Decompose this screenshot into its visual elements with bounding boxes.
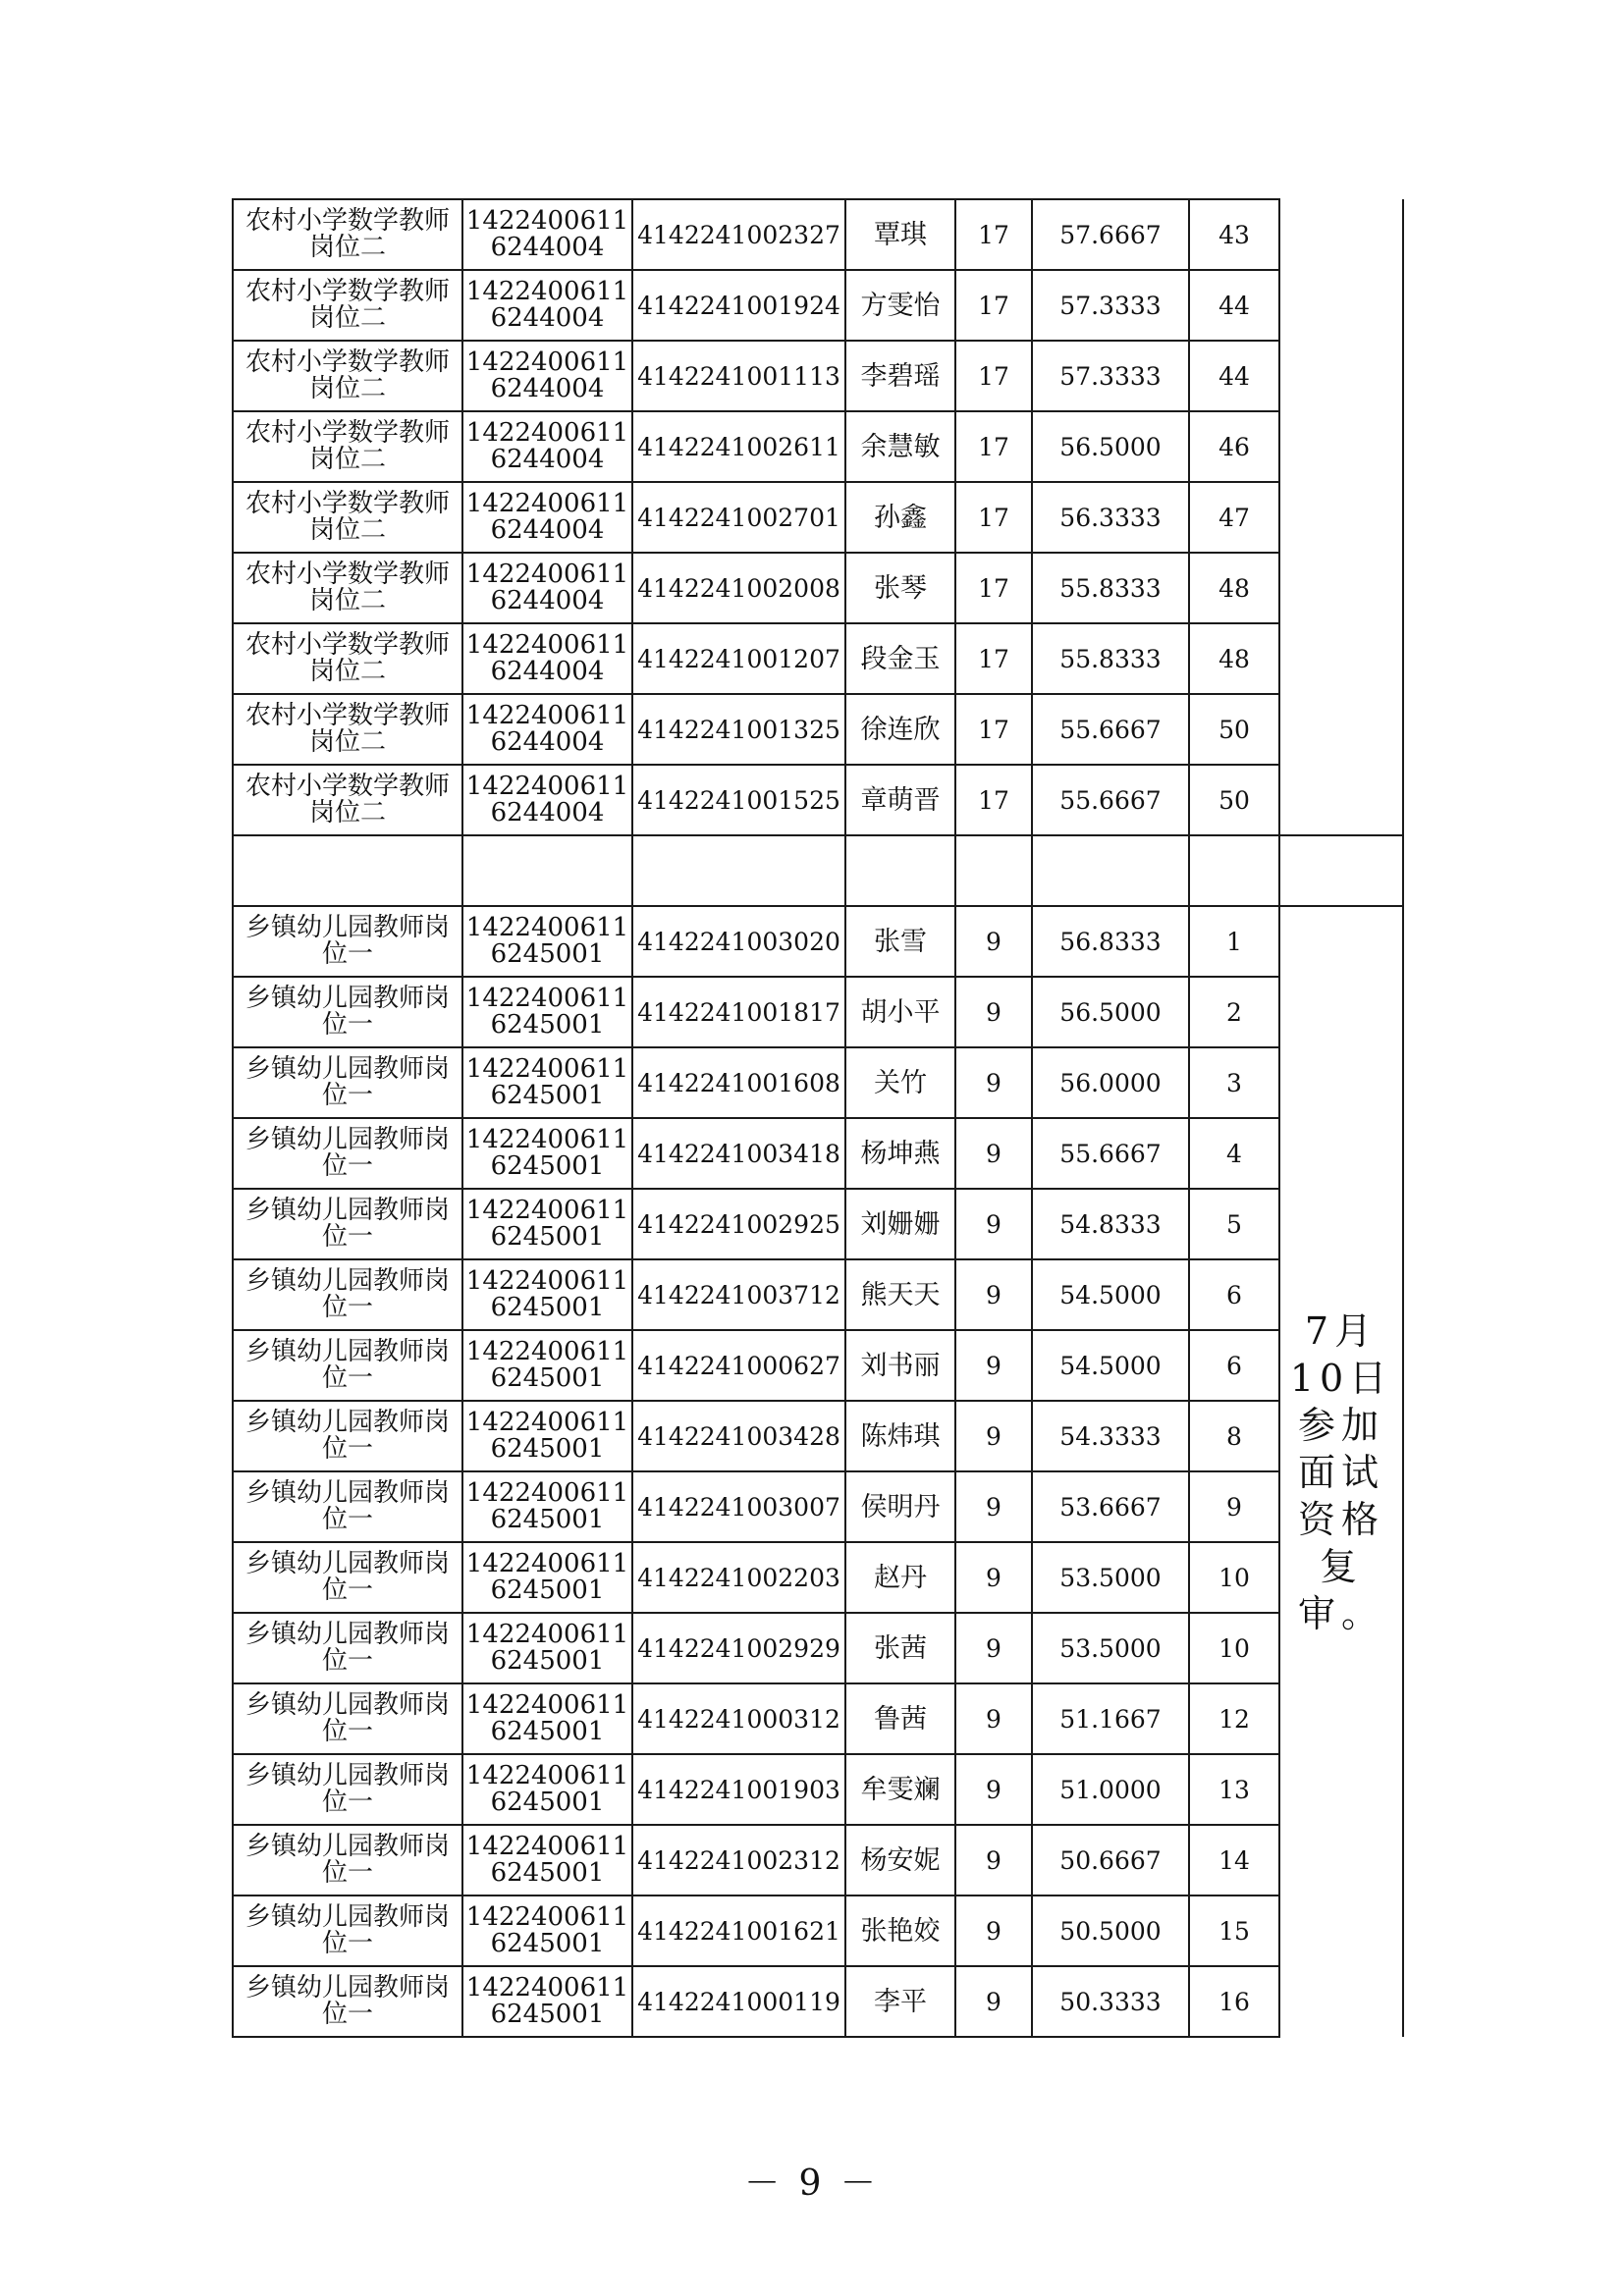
position-cell: 乡镇幼儿园教师岗位一	[233, 1118, 462, 1189]
score-cell: 56.5000	[1032, 977, 1189, 1047]
table-row	[233, 906, 1403, 977]
rank-cell: 43	[1189, 199, 1279, 270]
position-code-cell: 14224006116245001	[462, 1825, 632, 1896]
position-cell: 乡镇幼儿园教师岗位一	[233, 977, 462, 1047]
quota-cell: 17	[955, 694, 1032, 765]
candidate-name-cell: 陈炜琪	[845, 1401, 955, 1471]
rank-cell: 44	[1189, 270, 1279, 341]
rank-cell: 50	[1189, 694, 1279, 765]
quota-cell: 9	[955, 1471, 1032, 1542]
quota-cell: 9	[955, 1401, 1032, 1471]
table-row	[233, 1825, 1403, 1896]
quota-cell: 9	[955, 1047, 1032, 1118]
position-code-cell: 14224006116245001	[462, 1754, 632, 1825]
position-code-cell: 14224006116245001	[462, 1047, 632, 1118]
position-code-cell: 14224006116245001	[462, 1966, 632, 2037]
candidate-name-cell: 刘书丽	[845, 1330, 955, 1401]
table-row	[233, 765, 1403, 835]
candidate-name-cell: 张琴	[845, 553, 955, 623]
score-cell: 50.5000	[1032, 1896, 1189, 1966]
candidate-name-cell: 鲁茜	[845, 1683, 955, 1754]
score-cell: 56.0000	[1032, 1047, 1189, 1118]
remark-cell: 7月10日参加面试资格复审。	[1279, 906, 1403, 2037]
position-code-cell: 14224006116245001	[462, 1471, 632, 1542]
table-row	[233, 482, 1403, 553]
exam-number-cell: 4142241000627	[632, 1330, 845, 1401]
candidate-name-cell: 胡小平	[845, 977, 955, 1047]
quota-cell: 17	[955, 623, 1032, 694]
position-cell: 农村小学数学教师岗位二	[233, 482, 462, 553]
candidate-name-cell: 侯明丹	[845, 1471, 955, 1542]
position-code-cell: 14224006116245001	[462, 1542, 632, 1613]
rank-cell: 2	[1189, 977, 1279, 1047]
exam-number-cell: 4142241003020	[632, 906, 845, 977]
table-row	[233, 694, 1403, 765]
score-cell: 53.5000	[1032, 1542, 1189, 1613]
position-cell: 农村小学数学教师岗位二	[233, 341, 462, 411]
score-cell: 51.1667	[1032, 1683, 1189, 1754]
empty-cell	[955, 835, 1032, 906]
exam-number-cell: 4142241001903	[632, 1754, 845, 1825]
position-cell: 乡镇幼儿园教师岗位一	[233, 1330, 462, 1401]
spacer-row	[233, 835, 1403, 906]
candidate-name-cell: 刘姗姗	[845, 1189, 955, 1259]
score-cell: 56.5000	[1032, 411, 1189, 482]
rank-cell: 6	[1189, 1259, 1279, 1330]
exam-number-cell: 4142241002312	[632, 1825, 845, 1896]
exam-number-cell: 4142241003712	[632, 1259, 845, 1330]
exam-number-cell: 4142241003418	[632, 1118, 845, 1189]
table-row	[233, 1542, 1403, 1613]
position-cell: 乡镇幼儿园教师岗位一	[233, 1471, 462, 1542]
empty-cell	[845, 835, 955, 906]
position-cell: 农村小学数学教师岗位二	[233, 765, 462, 835]
rank-cell: 15	[1189, 1896, 1279, 1966]
score-cell: 50.6667	[1032, 1825, 1189, 1896]
position-code-cell: 14224006116245001	[462, 1259, 632, 1330]
table-row	[233, 199, 1403, 270]
position-cell: 乡镇幼儿园教师岗位一	[233, 1683, 462, 1754]
exam-number-cell: 4142241001525	[632, 765, 845, 835]
position-cell: 农村小学数学教师岗位二	[233, 553, 462, 623]
rank-cell: 48	[1189, 553, 1279, 623]
quota-cell: 17	[955, 765, 1032, 835]
exam-number-cell: 4142241001924	[632, 270, 845, 341]
candidate-name-cell: 李碧瑶	[845, 341, 955, 411]
position-code-cell: 14224006116245001	[462, 1118, 632, 1189]
exam-number-cell: 4142241001113	[632, 341, 845, 411]
score-cell: 53.5000	[1032, 1613, 1189, 1683]
empty-cell	[1189, 835, 1279, 906]
quota-cell: 17	[955, 199, 1032, 270]
results-table	[232, 198, 1404, 2038]
score-cell: 55.6667	[1032, 765, 1189, 835]
position-cell: 农村小学数学教师岗位二	[233, 694, 462, 765]
position-code-cell: 14224006116245001	[462, 1896, 632, 1966]
empty-cell	[632, 835, 845, 906]
quota-cell: 9	[955, 1118, 1032, 1189]
remark-cell	[1279, 199, 1403, 835]
quota-cell: 9	[955, 1754, 1032, 1825]
table-row	[233, 1118, 1403, 1189]
score-cell: 54.5000	[1032, 1330, 1189, 1401]
rank-cell: 50	[1189, 765, 1279, 835]
results-table-body	[233, 199, 1403, 2037]
table-row	[233, 1613, 1403, 1683]
exam-number-cell: 4142241001325	[632, 694, 845, 765]
position-code-cell: 14224006116245001	[462, 977, 632, 1047]
position-cell: 乡镇幼儿园教师岗位一	[233, 1542, 462, 1613]
rank-cell: 3	[1189, 1047, 1279, 1118]
rank-cell: 44	[1189, 341, 1279, 411]
score-cell: 57.6667	[1032, 199, 1189, 270]
position-code-cell: 14224006116245001	[462, 1330, 632, 1401]
table-row	[233, 411, 1403, 482]
rank-cell: 1	[1189, 906, 1279, 977]
score-cell: 54.8333	[1032, 1189, 1189, 1259]
rank-cell: 10	[1189, 1542, 1279, 1613]
quota-cell: 9	[955, 1259, 1032, 1330]
position-cell: 农村小学数学教师岗位二	[233, 270, 462, 341]
score-cell: 54.3333	[1032, 1401, 1189, 1471]
candidate-name-cell: 覃琪	[845, 199, 955, 270]
table-row	[233, 1189, 1403, 1259]
rank-cell: 8	[1189, 1401, 1279, 1471]
empty-cell	[462, 835, 632, 906]
empty-cell	[1032, 835, 1189, 906]
quota-cell: 17	[955, 341, 1032, 411]
table-row	[233, 1401, 1403, 1471]
rank-cell: 10	[1189, 1613, 1279, 1683]
rank-cell: 9	[1189, 1471, 1279, 1542]
candidate-name-cell: 徐连欣	[845, 694, 955, 765]
candidate-name-cell: 章萌晋	[845, 765, 955, 835]
empty-cell	[233, 835, 462, 906]
candidate-name-cell: 张艳姣	[845, 1896, 955, 1966]
position-cell: 乡镇幼儿园教师岗位一	[233, 1754, 462, 1825]
position-code-cell: 14224006116244004	[462, 623, 632, 694]
table-row	[233, 1330, 1403, 1401]
table-row	[233, 1754, 1403, 1825]
position-cell: 农村小学数学教师岗位二	[233, 411, 462, 482]
score-cell: 51.0000	[1032, 1754, 1189, 1825]
candidate-name-cell: 余慧敏	[845, 411, 955, 482]
quota-cell: 17	[955, 411, 1032, 482]
position-cell: 乡镇幼儿园教师岗位一	[233, 1401, 462, 1471]
quota-cell: 9	[955, 1330, 1032, 1401]
table-row	[233, 1966, 1403, 2037]
candidate-name-cell: 方雯怡	[845, 270, 955, 341]
position-code-cell: 14224006116245001	[462, 1683, 632, 1754]
candidate-name-cell: 段金玉	[845, 623, 955, 694]
quota-cell: 9	[955, 1966, 1032, 2037]
exam-number-cell: 4142241002203	[632, 1542, 845, 1613]
quota-cell: 17	[955, 482, 1032, 553]
table-row	[233, 270, 1403, 341]
quota-cell: 9	[955, 1683, 1032, 1754]
position-cell: 农村小学数学教师岗位二	[233, 199, 462, 270]
quota-cell: 9	[955, 906, 1032, 977]
quota-cell: 17	[955, 553, 1032, 623]
exam-number-cell: 4142241001621	[632, 1896, 845, 1966]
rank-cell: 12	[1189, 1683, 1279, 1754]
position-cell: 乡镇幼儿园教师岗位一	[233, 1825, 462, 1896]
score-cell: 55.8333	[1032, 553, 1189, 623]
table-row	[233, 1471, 1403, 1542]
quota-cell: 9	[955, 977, 1032, 1047]
score-cell: 57.3333	[1032, 270, 1189, 341]
rank-cell: 14	[1189, 1825, 1279, 1896]
table-row	[233, 1683, 1403, 1754]
table-row	[233, 553, 1403, 623]
candidate-name-cell: 熊天天	[845, 1259, 955, 1330]
candidate-name-cell: 孙鑫	[845, 482, 955, 553]
position-code-cell: 14224006116244004	[462, 341, 632, 411]
page-number: － 9 －	[744, 2163, 880, 2204]
position-code-cell: 14224006116244004	[462, 270, 632, 341]
empty-cell	[1279, 835, 1403, 906]
score-cell: 55.6667	[1032, 1118, 1189, 1189]
position-code-cell: 14224006116244004	[462, 199, 632, 270]
rank-cell: 48	[1189, 623, 1279, 694]
rank-cell: 47	[1189, 482, 1279, 553]
exam-number-cell: 4142241001817	[632, 977, 845, 1047]
exam-number-cell: 4142241001608	[632, 1047, 845, 1118]
quota-cell: 17	[955, 270, 1032, 341]
position-cell: 乡镇幼儿园教师岗位一	[233, 1189, 462, 1259]
exam-number-cell: 4142241003428	[632, 1401, 845, 1471]
table-row	[233, 1047, 1403, 1118]
table-row	[233, 1896, 1403, 1966]
position-code-cell: 14224006116244004	[462, 411, 632, 482]
exam-number-cell: 4142241002701	[632, 482, 845, 553]
exam-number-cell: 4142241001207	[632, 623, 845, 694]
rank-cell: 46	[1189, 411, 1279, 482]
table-row	[233, 623, 1403, 694]
position-code-cell: 14224006116244004	[462, 694, 632, 765]
exam-number-cell: 4142241000312	[632, 1683, 845, 1754]
position-cell: 乡镇幼儿园教师岗位一	[233, 906, 462, 977]
position-code-cell: 14224006116245001	[462, 906, 632, 977]
rank-cell: 13	[1189, 1754, 1279, 1825]
quota-cell: 9	[955, 1189, 1032, 1259]
candidate-name-cell: 张雪	[845, 906, 955, 977]
exam-number-cell: 4142241002327	[632, 199, 845, 270]
exam-number-cell: 4142241000119	[632, 1966, 845, 2037]
position-code-cell: 14224006116244004	[462, 765, 632, 835]
rank-cell: 5	[1189, 1189, 1279, 1259]
quota-cell: 9	[955, 1896, 1032, 1966]
exam-number-cell: 4142241002925	[632, 1189, 845, 1259]
rank-cell: 4	[1189, 1118, 1279, 1189]
exam-number-cell: 4142241002611	[632, 411, 845, 482]
table-row	[233, 1259, 1403, 1330]
table-row	[233, 977, 1403, 1047]
position-cell: 乡镇幼儿园教师岗位一	[233, 1259, 462, 1330]
position-cell: 乡镇幼儿园教师岗位一	[233, 1047, 462, 1118]
score-cell: 56.3333	[1032, 482, 1189, 553]
position-cell: 农村小学数学教师岗位二	[233, 623, 462, 694]
score-cell: 55.8333	[1032, 623, 1189, 694]
candidate-name-cell: 张茜	[845, 1613, 955, 1683]
candidate-name-cell: 关竹	[845, 1047, 955, 1118]
candidate-name-cell: 杨安妮	[845, 1825, 955, 1896]
position-cell: 乡镇幼儿园教师岗位一	[233, 1896, 462, 1966]
quota-cell: 9	[955, 1825, 1032, 1896]
score-cell: 57.3333	[1032, 341, 1189, 411]
rank-cell: 6	[1189, 1330, 1279, 1401]
score-cell: 50.3333	[1032, 1966, 1189, 2037]
score-cell: 56.8333	[1032, 906, 1189, 977]
candidate-name-cell: 赵丹	[845, 1542, 955, 1613]
quota-cell: 9	[955, 1613, 1032, 1683]
score-cell: 55.6667	[1032, 694, 1189, 765]
table-row	[233, 341, 1403, 411]
exam-number-cell: 4142241002929	[632, 1613, 845, 1683]
quota-cell: 9	[955, 1542, 1032, 1613]
position-code-cell: 14224006116245001	[462, 1189, 632, 1259]
rank-cell: 16	[1189, 1966, 1279, 2037]
position-code-cell: 14224006116244004	[462, 482, 632, 553]
position-code-cell: 14224006116245001	[462, 1613, 632, 1683]
position-cell: 乡镇幼儿园教师岗位一	[233, 1966, 462, 2037]
candidate-name-cell: 李平	[845, 1966, 955, 2037]
exam-number-cell: 4142241002008	[632, 553, 845, 623]
position-code-cell: 14224006116244004	[462, 553, 632, 623]
score-cell: 54.5000	[1032, 1259, 1189, 1330]
position-code-cell: 14224006116245001	[462, 1401, 632, 1471]
exam-number-cell: 4142241003007	[632, 1471, 845, 1542]
score-cell: 53.6667	[1032, 1471, 1189, 1542]
candidate-name-cell: 杨坤燕	[845, 1118, 955, 1189]
candidate-name-cell: 牟雯斓	[845, 1754, 955, 1825]
position-cell: 乡镇幼儿园教师岗位一	[233, 1613, 462, 1683]
